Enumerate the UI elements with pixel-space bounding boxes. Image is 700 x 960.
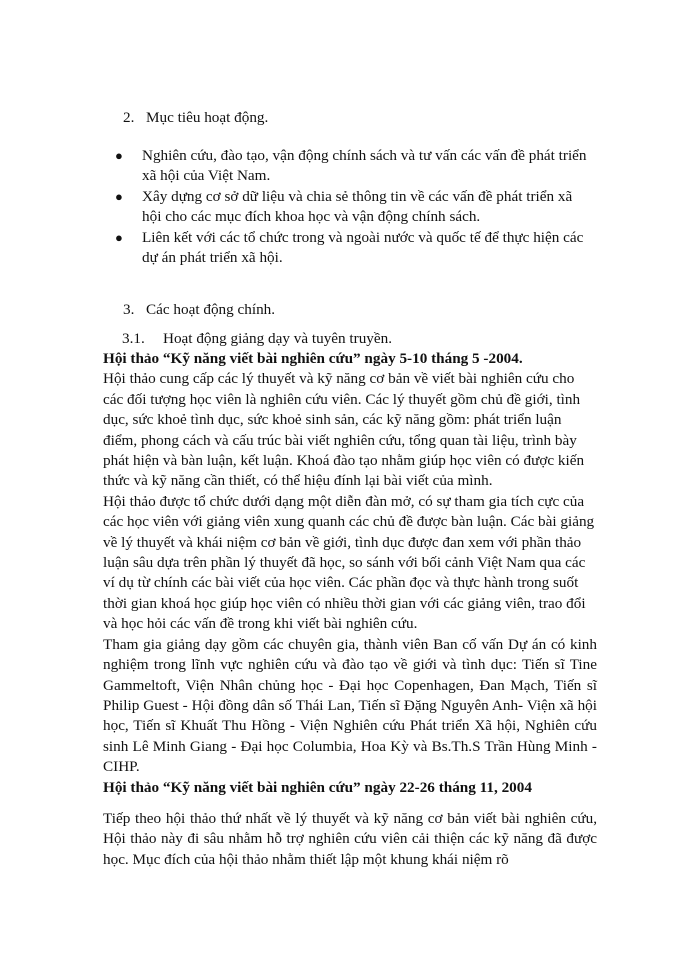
- list-item: [113, 187, 593, 228]
- section-3-heading: [123, 300, 275, 320]
- section-3-title: Các hoạt động chính.: [146, 301, 276, 318]
- workshop-1-paragraph-3: Tham gia giảng dạy gồm các chuyên gia, thành viên Ban cố vấn Dự án có kinh nghiệm trong lĩnh vực nghiên cứu và đào tạo về giới và tình dục: Tiến sĩ Tine Gammeltoft, Viện Nhân chủng học - Đại học Copenhagen, Đan Mạch, Tiến sĩ Philip Guest - Hội đồng dân số Thái Lan, Tiến sĩ Đặng Nguyên Anh- Viện xã hội học, Tiến sĩ Khuất Thu Hồng - Viện Nghiên cứu Phát triển Xã hội, Nghiên cứu sinh Lê Minh Giang - Đại học Columbia, Hoa Kỳ và Bs.Th.S Trần Hùng Minh - CIHP.: [103, 635, 597, 776]
- objectives-list: [113, 146, 593, 268]
- list-item: [113, 228, 593, 269]
- bullet-icon: ●: [115, 188, 123, 204]
- objective-text: Xây dựng cơ sở dữ liệu và chia sẻ thông tin về các vấn đề phát triển xã hội cho các mục đích khoa học và vận động chính sách.: [142, 187, 573, 226]
- workshop-1-paragraph-1: Hội thảo cung cấp các lý thuyết và kỹ năng cơ bản về viết bài nghiên cứu cho các đối tượng học viên là nghiên cứu viên. Các lý thuyết gồm chủ đề giới, tình dục, sức khoẻ tình dục, sức khoẻ sinh sản, các kỹ năng gồm: phát triển luận điểm, phong cách và cấu trúc bài viết nghiên cứu, tổng quan tài liệu, trình bày phát hiện và bàn luận, kết luận. Khoá đào tạo nhằm giúp học viên có được kiến thức và kỹ năng cần thiết, có thể hiệu đính lại bài viết của mình.: [103, 370, 585, 490]
- bullet-icon: ●: [115, 148, 123, 163]
- list-item: [113, 146, 593, 187]
- subsection-3-1-heading: [122, 329, 392, 349]
- workshop-1-title: Hội thảo “Kỹ năng viết bài nghiên cứu” ngày 5-10 tháng 5 -2004.: [103, 350, 523, 367]
- objective-text: Liên kết với các tổ chức trong và ngoài nước và quốc tế để thực hiện các dự án phát triển xã hội.: [142, 228, 584, 267]
- section-2-heading: [123, 108, 268, 128]
- section-2-number: 2.: [123, 109, 135, 126]
- section-3-number: 3.: [123, 301, 135, 318]
- bullet-icon: ●: [115, 229, 123, 245]
- objective-text: Nghiên cứu, đào tạo, vận động chính sách và tư vấn các vấn đề phát triển xã hội của Việt Nam.: [142, 147, 587, 185]
- subsection-title: Hoạt động giảng dạy và tuyên truyền.: [163, 330, 393, 347]
- workshop-2-paragraph: Tiếp theo hội thảo thứ nhất về lý thuyết và kỹ năng cơ bản viết bài nghiên cứu, Hội thảo này đi sâu nhằm hỗ trợ nghiên cứu viên cải thiện các kỹ năng đã được học. Mục đích của hội thảo nhằm thiết lập một khung khái niệm rõ: [103, 809, 597, 868]
- section-2-title: Mục tiêu hoạt động.: [146, 109, 269, 126]
- workshop-1-paragraph-2: Hội thảo được tổ chức dưới dạng một diễn đàn mở, có sự tham gia tích cực của các học viên với giảng viên xung quanh các chủ đề được bàn luận. Các bài giảng về lý thuyết và khái niệm cơ bản về giới, tình dục được đan xem với phần thảo luận sâu dựa trên phần lý thuyết đã học, so sánh với bối cảnh Việt Nam qua các ví dụ từ chính các bài viết của học viên. Các phần đọc và thực hành trong suốt thời gian khoá học giúp học viên có nhiều thời gian với các giảng viên, trao đổi và học hỏi các vấn đề trong khi viết bài nghiên cứu.: [103, 492, 595, 633]
- workshop-2-title: Hội thảo “Kỹ năng viết bài nghiên cứu” ngày 22-26 tháng 11, 2004: [103, 778, 532, 796]
- workshop-1-block: [103, 349, 597, 870]
- subsection-number: 3.1.: [122, 330, 145, 347]
